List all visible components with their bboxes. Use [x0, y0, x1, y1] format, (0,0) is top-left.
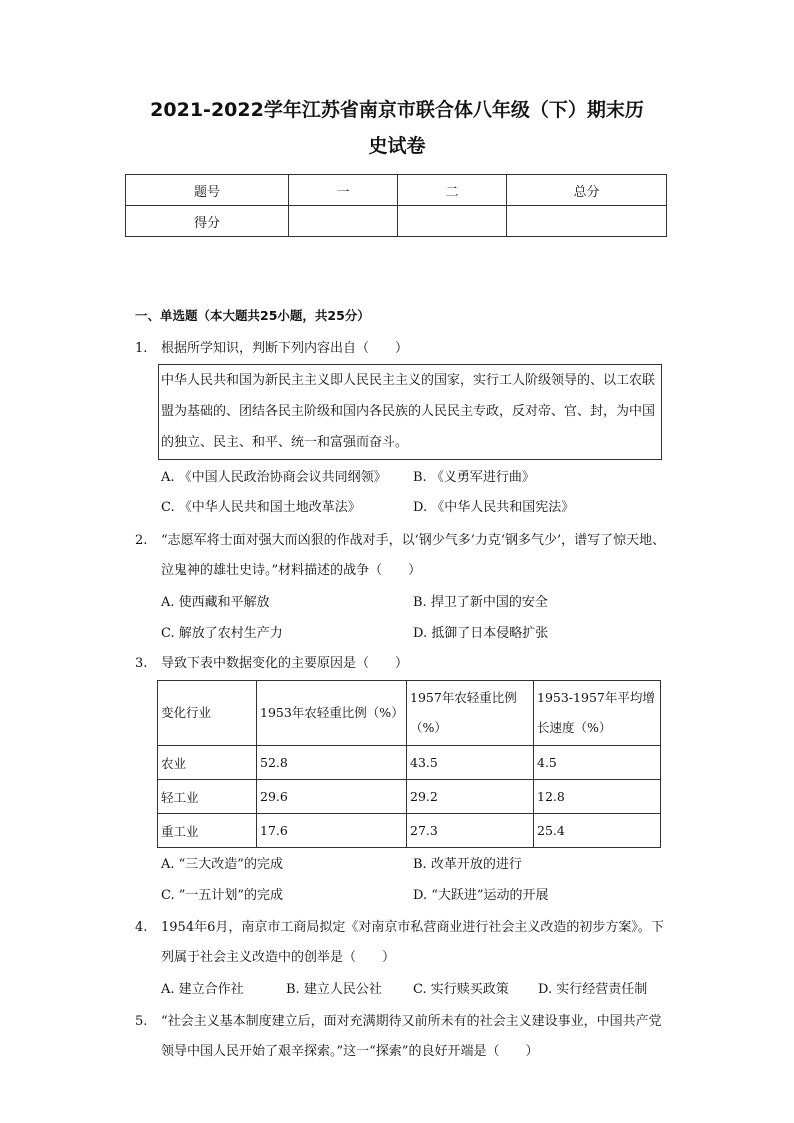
- score-header-cell: 二: [398, 175, 507, 206]
- option-a[interactable]: A. “三大改造”的完成: [161, 857, 283, 872]
- data-table-row: [158, 746, 661, 780]
- question-number: 2.: [135, 533, 148, 548]
- option-b[interactable]: B. 捍卫了新中国的安全: [413, 595, 548, 610]
- data-cell: 43.5: [407, 746, 534, 780]
- option-c[interactable]: C. 《中华人民共和国土地改革法》: [161, 500, 361, 515]
- option-d[interactable]: D. “大跃进”运动的开展: [413, 888, 549, 903]
- score-header-cell: 总分: [507, 175, 667, 206]
- option-c[interactable]: C. 实行赎买政策: [413, 982, 509, 997]
- score-header-cell: 一: [289, 175, 398, 206]
- option-a[interactable]: A. 使西藏和平解放: [161, 595, 270, 610]
- data-cell: 27.3: [407, 814, 534, 848]
- question-number: 3.: [135, 656, 148, 671]
- exam-title-line1: 2021-2022学年江苏省南京市联合体八年级（下）期末历: [150, 99, 644, 121]
- score-table: [125, 174, 667, 237]
- question-number: 4.: [135, 920, 148, 935]
- question-number: 5.: [135, 1014, 148, 1029]
- data-cell: 52.8: [257, 746, 407, 780]
- data-table-row: [158, 814, 661, 848]
- option-b[interactable]: B. 《义勇军进行曲》: [413, 470, 535, 485]
- data-cell: 重工业: [158, 814, 257, 848]
- data-cell: 农业: [158, 746, 257, 780]
- data-cell: 25.4: [534, 814, 661, 848]
- option-d[interactable]: D. 实行经营责任制: [538, 982, 648, 997]
- option-b[interactable]: B. 改革开放的进行: [413, 857, 522, 872]
- option-a[interactable]: A. 《中国人民政治协商会议共同纲领》: [161, 470, 387, 485]
- question-stem: 根据所学知识，判断下列内容出自（ ）: [161, 341, 409, 356]
- question-stem: “社会主义基本制度建立后，面对充满期待又前所未有的社会主义建设事业，中国共产党领导中国人民开始了艰辛探索。”这一“探索”的良好开端是（ ）: [161, 1014, 662, 1059]
- data-cell: 12.8: [534, 780, 661, 814]
- score-table-header-row: [126, 175, 667, 206]
- section-heading: 一、单选题（本大题共25小题，共25分）: [135, 308, 370, 323]
- score-header-cell: 题号: [126, 175, 289, 206]
- data-cell: 轻工业: [158, 780, 257, 814]
- score-cell: [398, 206, 507, 237]
- data-header-cell: 1953-1957年平均增长速度（%）: [534, 681, 661, 746]
- data-cell: 29.2: [407, 780, 534, 814]
- option-b[interactable]: B. 建立人民公社: [286, 982, 382, 997]
- option-d[interactable]: D. 抵御了日本侵略扩张: [413, 626, 549, 641]
- question-3-data-table: [157, 680, 661, 848]
- question-1-material: 中华人民共和国为新民主主义即人民民主主义的国家，实行工人阶级领导的、以工农联盟为基础的、团结各民主阶级和国内各民族的人民民主专政，反对帝、官、封，为中国的独立、民主、和平、统一和富强而奋斗。: [158, 364, 662, 460]
- score-cell: [507, 206, 667, 237]
- score-row-label: 得分: [126, 206, 289, 237]
- data-table-header-row: [158, 681, 661, 746]
- data-cell: 29.6: [257, 780, 407, 814]
- question-number: 1.: [135, 341, 148, 356]
- score-cell: [289, 206, 398, 237]
- option-c[interactable]: C. 解放了农村生产力: [161, 626, 283, 641]
- option-c[interactable]: C. ”一五计划”的完成: [161, 888, 284, 903]
- exam-title: [100, 92, 694, 164]
- exam-title-line2: 史试卷: [368, 135, 426, 157]
- data-header-cell: 1953年农轻重比例（%）: [257, 681, 407, 746]
- data-table-row: [158, 780, 661, 814]
- data-header-cell: 变化行业: [158, 681, 257, 746]
- option-a[interactable]: A. 建立合作社: [161, 982, 244, 997]
- option-d[interactable]: D. 《中华人民共和国宪法》: [413, 500, 575, 515]
- data-header-cell: 1957年农轻重比例（%）: [407, 681, 534, 746]
- data-cell: 4.5: [534, 746, 661, 780]
- question-stem: 导致下表中数据变化的主要原因是（ ）: [161, 656, 409, 671]
- score-table-score-row: [126, 206, 667, 237]
- question-stem: 1954年6月，南京市工商局拟定《对南京市私营商业进行社会主义改造的初步方案》。下列属于社会主义改造中的创举是（ ）: [161, 920, 664, 965]
- data-cell: 17.6: [257, 814, 407, 848]
- question-stem: “志愿军将士面对强大而凶狠的作战对手，以‘钢少气多’力克‘钢多气少’，谱写了惊天地、泣鬼神的雄壮史诗。”材料描述的战争（ ）: [161, 533, 666, 578]
